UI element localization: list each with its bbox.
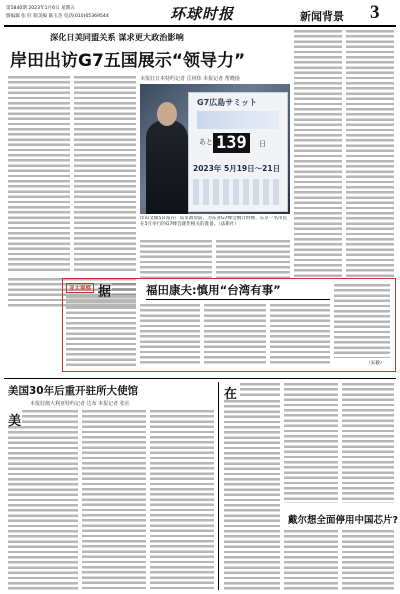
chip-text-col-1 — [224, 400, 280, 590]
summit-logo-strip — [197, 111, 279, 129]
chip-text-col-3 — [342, 383, 394, 503]
chip-article-headline: 戴尔想全面停用中国芯片? — [288, 515, 399, 526]
chip-text-col-2 — [284, 383, 338, 503]
lead-kicker: 深化日美同盟关系 谋求更大政治影响 — [50, 32, 184, 42]
lead-text-col-5 — [216, 240, 290, 280]
feature-headline-rule — [146, 299, 330, 300]
counter-value: 139 — [213, 133, 250, 153]
countdown-board — [188, 92, 288, 212]
lead-headline: 岸田出访G7五国展示“领导力” — [10, 51, 246, 71]
kishida-head — [157, 102, 177, 126]
feature-drop-char: 据 — [98, 285, 112, 300]
chip-text-lead — [240, 383, 280, 397]
masthead-rule — [4, 25, 396, 27]
us-text-col-3 — [150, 410, 214, 590]
us-text-col-1 — [8, 426, 78, 590]
chip-text-col-4 — [284, 530, 338, 590]
chip-text-col-5 — [342, 530, 394, 590]
feature-text-col-4 — [270, 304, 330, 366]
lead-text-col-1 — [8, 76, 70, 272]
photo-caption: 岸田文雄5日站在广岛市政府前，为东亚G7峰会倒计时牌。东京一名市民在5月举行的G7峰会就作相关的准备。（法新社） — [140, 216, 288, 227]
chip-drop-char: 在 — [224, 387, 238, 402]
us-text-col-2 — [82, 410, 146, 590]
us-drop-char: 美 — [8, 414, 22, 429]
feature-text-col-1 — [66, 296, 136, 366]
section-title: 新闻背景 — [300, 10, 344, 23]
feature-headline: 福田康夫:慎用“台湾有事” — [146, 283, 281, 297]
editor-line: 版编辑 张 旺 版美编 陈玉杰 电话(010)65369544 — [6, 14, 109, 19]
us-text-lead — [22, 410, 78, 424]
page-number: 3 — [370, 2, 380, 23]
lead-text-col-6 — [294, 30, 342, 278]
lead-text-col-4 — [140, 240, 212, 280]
us-article-byline: 本报驻澳大利亚特约记者 达布 本报记者 张社 — [30, 401, 130, 407]
lead-text-col-7 — [346, 30, 394, 278]
feature-text-col-5 — [334, 284, 390, 358]
summit-dates: 2023年 5月19日～21日 — [193, 164, 281, 173]
feature-text-col-3 — [204, 304, 266, 366]
bottom-section-rule — [4, 378, 396, 379]
lead-photo — [140, 84, 290, 214]
kishida-figure — [146, 120, 188, 214]
column-divider — [218, 382, 219, 590]
feature-text-intro — [112, 283, 136, 295]
us-article-headline: 美国30年后重开驻所大使馆 — [8, 385, 139, 397]
feature-signoff: （宋毅） — [366, 361, 385, 366]
lead-text-col-2 — [74, 76, 136, 272]
counter-unit: 日 — [259, 140, 266, 148]
board-decor — [193, 179, 281, 205]
column-tag: 亚太观察 — [66, 283, 94, 293]
lead-byline: 本报驻日本特约记者 岳林炜 本报记者 帮晓扬 — [140, 76, 240, 82]
newspaper-logo: 环球时报 — [170, 5, 235, 23]
feature-text-col-2 — [140, 304, 200, 366]
summit-banner: G7広島サミット — [197, 98, 257, 107]
issue-line: 第5840期 2023年1月6日 星期五 — [6, 6, 75, 11]
counter-label: あと — [199, 138, 213, 146]
